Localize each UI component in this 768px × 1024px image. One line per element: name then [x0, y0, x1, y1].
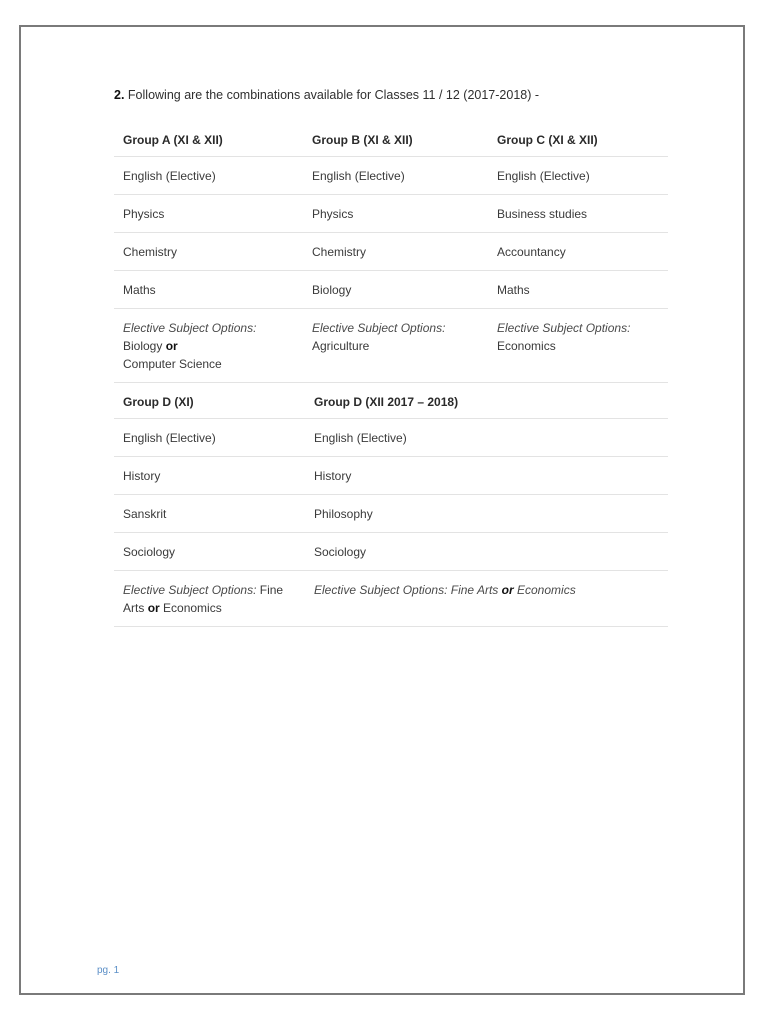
elective-option: Economics	[517, 583, 576, 597]
elective-label: Elective Subject Options:	[497, 321, 631, 335]
elective-option: Fine Arts	[123, 583, 284, 615]
table-cell: Sociology	[114, 533, 305, 571]
combinations-table-d	[114, 386, 668, 627]
table-cell: Maths	[114, 271, 303, 309]
table-cell: Chemistry	[303, 233, 488, 271]
table-row	[114, 157, 668, 195]
combinations-table-abc	[114, 124, 668, 383]
elective-option: Economics	[497, 339, 556, 353]
elective-or: or	[147, 601, 160, 615]
elective-option: Agriculture	[312, 339, 370, 353]
elective-option: Economics	[163, 601, 222, 615]
table-cell: Sanskrit	[114, 495, 305, 533]
elective-or: or	[165, 339, 178, 353]
table-row	[114, 495, 668, 533]
table-row	[114, 271, 668, 309]
table-cell: English (Elective)	[114, 157, 303, 195]
table-cell: English (Elective)	[114, 419, 305, 457]
heading-number: 2.	[114, 88, 125, 102]
table-cell: Philosophy	[305, 495, 668, 533]
table-cell: Physics	[303, 195, 488, 233]
table-header-row	[114, 124, 668, 157]
elective-label: Elective Subject Options:	[123, 321, 257, 335]
section-heading	[114, 88, 539, 102]
table-cell: History	[114, 457, 305, 495]
heading-text: Following are the combinations available for Classes 11 / 12 (2017-2018) -	[127, 88, 540, 102]
elective-label: Elective Subject Options:	[312, 321, 446, 335]
table-row	[114, 533, 668, 571]
table-cell: History	[305, 457, 668, 495]
elective-row	[114, 309, 668, 383]
table-cell: Physics	[114, 195, 303, 233]
table-row	[114, 457, 668, 495]
table-row	[114, 233, 668, 271]
elective-or: or	[501, 583, 514, 597]
elective-cell-group-d-xii	[305, 571, 668, 627]
table-cell: Maths	[488, 271, 668, 309]
elective-cell-group-b	[303, 309, 488, 383]
elective-label: Elective Subject Options:	[123, 583, 257, 597]
header-group-c: Group C (XI & XII)	[488, 124, 668, 157]
elective-cell-group-d-xi	[114, 571, 305, 627]
table-header-row	[114, 386, 668, 419]
elective-cell-group-c	[488, 309, 668, 383]
elective-row	[114, 571, 668, 627]
elective-cell-group-a	[114, 309, 303, 383]
table-cell: Chemistry	[114, 233, 303, 271]
table-cell: Sociology	[305, 533, 668, 571]
table-cell: Accountancy	[488, 233, 668, 271]
elective-option: Computer Science	[123, 357, 222, 371]
elective-option: Biology	[123, 339, 163, 353]
header-group-b: Group B (XI & XII)	[303, 124, 488, 157]
header-group-d-xii: Group D (XII 2017 – 2018)	[305, 386, 668, 419]
table-row	[114, 419, 668, 457]
table-row	[114, 195, 668, 233]
table-cell: Business studies	[488, 195, 668, 233]
table-cell: English (Elective)	[305, 419, 668, 457]
header-group-a: Group A (XI & XII)	[114, 124, 303, 157]
table-cell: English (Elective)	[303, 157, 488, 195]
table-cell: English (Elective)	[488, 157, 668, 195]
page-number: pg. 1	[97, 965, 120, 976]
table-cell: Biology	[303, 271, 488, 309]
header-group-d-xi: Group D (XI)	[114, 386, 305, 419]
elective-label: Elective Subject Options: Fine Arts	[314, 583, 499, 597]
